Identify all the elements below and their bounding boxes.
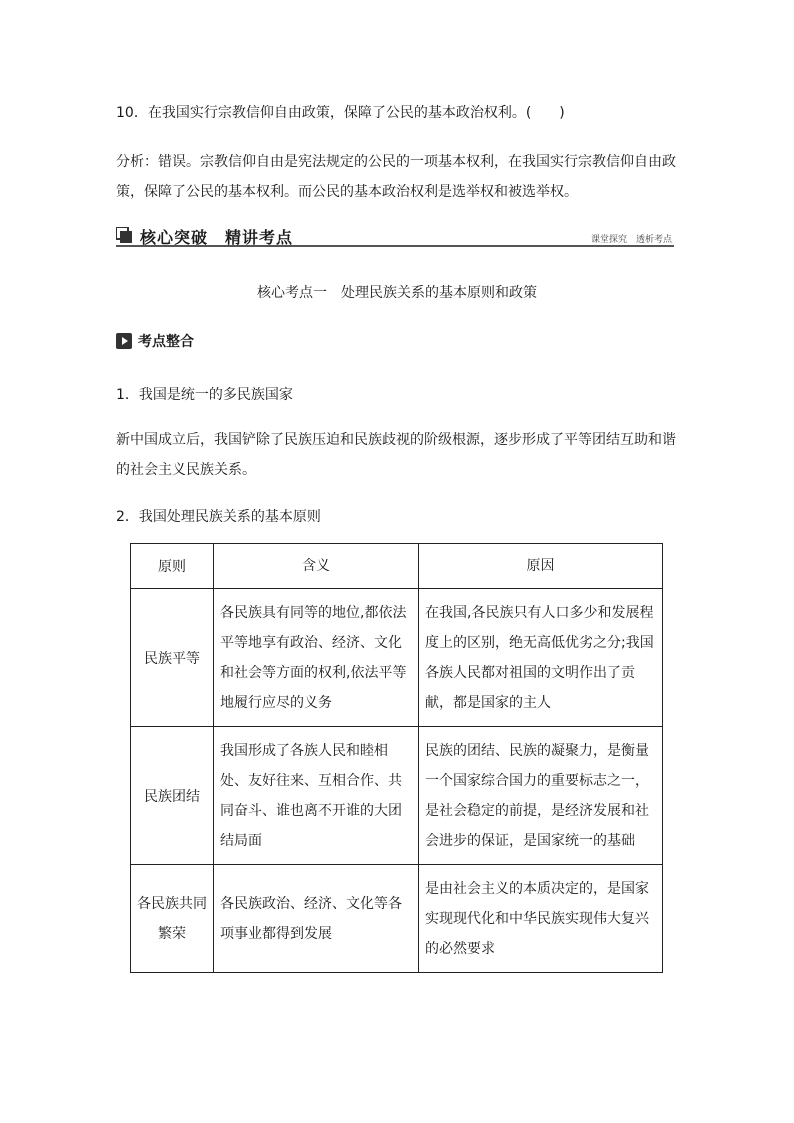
table-cell-meaning: 我国形成了各族人民和睦相处、友好往来、互相合作、共同奋斗、谁也离不开谁的大团结局面 [214, 727, 419, 865]
table-header-principle: 原则 [131, 544, 214, 589]
banner-title: 核心突破 精讲考点 [140, 228, 294, 247]
section-title: 核心考点一 处理民族关系的基本原则和政策 [257, 285, 537, 301]
question-10: 10．在我国实行宗教信仰自由政策，保障了公民的基本政治权利。( ) [116, 105, 565, 121]
table-header-row [131, 544, 663, 589]
item-1-paragraph: 新中国成立后，我国铲除了民族压迫和民族歧视的阶级根源，逐步形成了平等团结互助和谐的社会主义民族关系。 [116, 432, 676, 478]
table-cell-principle: 民族团结 [131, 727, 214, 865]
play-triangle-icon [116, 333, 132, 349]
table-cell-reason: 在我国,各民族只有人口多少和发展程度上的区别，绝无高低优劣之分;我国各族人民都对祖国的文明作出了贡献，都是国家的主人 [419, 589, 663, 727]
banner-subtitle: 课堂探究 透析考点 [590, 235, 672, 245]
table-row [131, 865, 663, 973]
table-cell-meaning: 各民族具有同等的地位,都依法平等地享有政治、经济、文化和社会等方面的权利,依法平等地履行应尽的义务 [214, 589, 419, 727]
section-banner [116, 225, 674, 247]
principles-table [130, 543, 663, 973]
table-cell-principle: 各民族共同繁荣 [131, 865, 214, 973]
table-header-reason: 原因 [419, 544, 663, 589]
question-10-analysis: 分析：错误。宗教信仰自由是宪法规定的公民的一项基本权利，在我国实行宗教信仰自由政策，保障了公民的基本权利。而公民的基本政治权利是选举权和被选举权。 [116, 154, 676, 200]
table-cell-meaning: 各民族政治、经济、文化等各项事业都得到发展 [214, 865, 419, 973]
subheading [116, 331, 194, 351]
table-header-meaning: 含义 [214, 544, 419, 589]
banner-rule [116, 245, 674, 247]
table-cell-principle: 民族平等 [131, 589, 214, 727]
item-1-heading: 1．我国是统一的多民族国家 [116, 387, 293, 403]
item-2-heading: 2．我国处理民族关系的基本原则 [116, 509, 321, 525]
bookmark-square-icon [116, 227, 132, 243]
table-row [131, 589, 663, 727]
table-cell-reason: 是由社会主义的本质决定的，是国家实现现代化和中华民族实现伟大复兴的必然要求 [419, 865, 663, 973]
table-cell-reason: 民族的团结、民族的凝聚力，是衡量一个国家综合国力的重要标志之一，是社会稳定的前提，是经济发展和社会进步的保证，是国家统一的基础 [419, 727, 663, 865]
table-row [131, 727, 663, 865]
subheading-label: 考点整合 [138, 334, 194, 350]
